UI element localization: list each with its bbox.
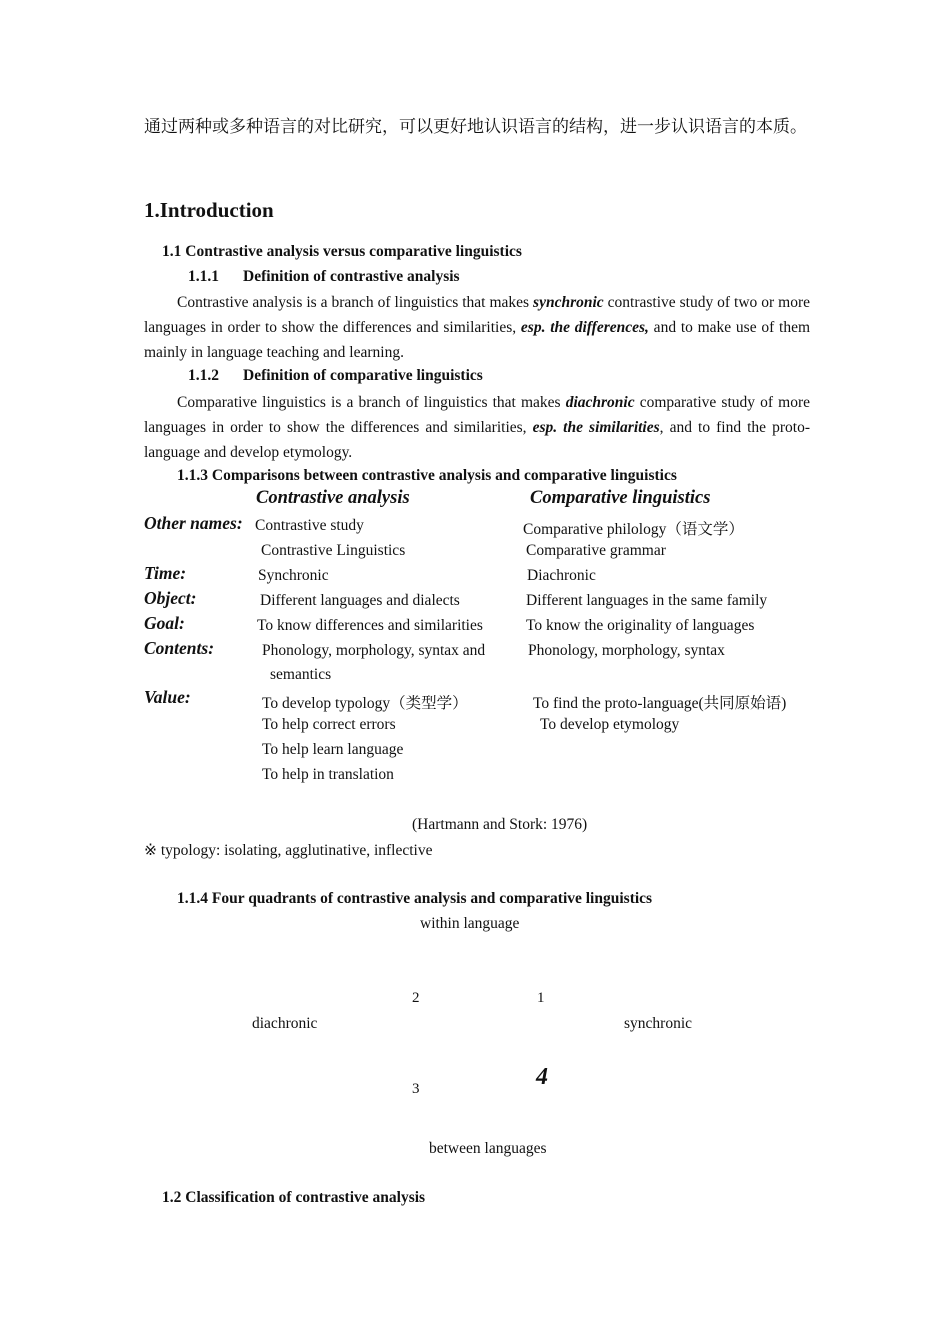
quadrant-2: 2 [412, 990, 420, 1006]
emphasis-similarities: esp. the similarities [532, 419, 660, 436]
quadrant-1: 1 [537, 990, 545, 1006]
paragraph-contrastive-definition [144, 290, 810, 365]
text-run: contrastive study of two or more languages in order to show the differences and similarities, [144, 294, 811, 336]
cell-time-a: Synchronic [258, 567, 329, 584]
heading-1-1-4: 1.1.4 Four quadrants of contrastive analysis and comparative linguistics [177, 890, 653, 907]
cell-other-names-a2: Contrastive Linguistics [261, 542, 406, 559]
cell-value-b1: To find the proto-language(共同原始语) [533, 695, 787, 712]
row-label-object: Object: [144, 588, 197, 608]
heading-1-1-3: 1.1.3 Comparisons between contrastive analysis and comparative linguistics [177, 467, 677, 484]
cell-contents-a1: Phonology, morphology, syntax and [262, 642, 486, 659]
heading-1-1-2-title: Definition of comparative linguistics [243, 367, 483, 384]
row-label-value: Value: [144, 687, 191, 707]
cell-time-b: Diachronic [527, 567, 596, 584]
cell-other-names-b1: Comparative philology（语文学） [523, 521, 744, 538]
quadrant-4: 4 [536, 1064, 548, 1090]
cell-other-names-b2: Comparative grammar [526, 542, 666, 559]
heading-introduction: 1.Introduction [144, 198, 274, 222]
emphasis-diachronic: diachronic [565, 394, 635, 411]
column-header-contrastive: Contrastive analysis [256, 488, 410, 508]
heading-1-1-2-number: 1.1.2 [188, 367, 219, 384]
heading-1-2: 1.2 Classification of contrastive analysis [162, 1189, 426, 1206]
cell-goal-b: To know the originality of languages [526, 617, 755, 634]
row-label-contents: Contents: [144, 638, 215, 658]
text-run: , and to find the proto-language and develop etymology. [144, 419, 810, 461]
heading-1-1-1 [188, 268, 460, 286]
text-run: Contrastive analysis is a branch of linguistics that makes [177, 294, 534, 311]
row-label-other-names: Other names: [144, 513, 243, 533]
heading-1-1: 1.1 Contrastive analysis versus comparative linguistics [162, 243, 522, 260]
typology-note: ※ typology: isolating, agglutinative, inflective [144, 842, 433, 859]
cell-object-a: Different languages and dialects [260, 592, 460, 609]
quadrant-label-right: synchronic [624, 1015, 693, 1032]
quadrant-3: 3 [412, 1081, 420, 1097]
citation: (Hartmann and Stork: 1976) [412, 816, 588, 833]
text-run: and to make use of them mainly in language teaching and learning. [144, 319, 810, 361]
quadrant-label-top: within language [420, 915, 520, 932]
cell-contents-a2: semantics [270, 666, 332, 683]
column-header-comparative: Comparative linguistics [530, 488, 711, 508]
cell-contents-b: Phonology, morphology, syntax [528, 642, 725, 659]
cell-goal-a: To know differences and similarities [257, 617, 483, 634]
row-label-goal: Goal: [144, 613, 185, 633]
row-label-time: Time: [144, 563, 187, 583]
text-run: comparative study of more languages in order to show the differences and similarities, [144, 394, 810, 436]
heading-1-1-1-title: Definition of contrastive analysis [243, 268, 460, 285]
emphasis-synchronic: synchronic [533, 294, 604, 311]
text-run: Comparative linguistics is a branch of linguistics that makes [177, 394, 566, 411]
cell-value-a3: To help learn language [262, 741, 404, 758]
cell-object-b: Different languages in the same family [526, 592, 768, 609]
intro-chinese-paragraph: 通过两种或多种语言的对比研究，可以更好地认识语言的结构，进一步认识语言的本质。 [144, 117, 807, 136]
emphasis-differences: esp. the differences, [520, 319, 649, 336]
cell-value-b2: To develop etymology [540, 716, 680, 733]
cell-other-names-a1: Contrastive study [255, 517, 364, 534]
heading-1-1-1-number: 1.1.1 [188, 268, 219, 285]
heading-1-1-2 [188, 367, 483, 385]
quadrant-label-bottom: between languages [429, 1140, 547, 1157]
paragraph-comparative-definition [144, 390, 810, 465]
cell-value-a2: To help correct errors [262, 716, 396, 733]
cell-value-a1: To develop typology（类型学） [262, 695, 468, 712]
cell-value-a4: To help in translation [262, 766, 394, 783]
quadrant-label-left: diachronic [252, 1015, 318, 1032]
